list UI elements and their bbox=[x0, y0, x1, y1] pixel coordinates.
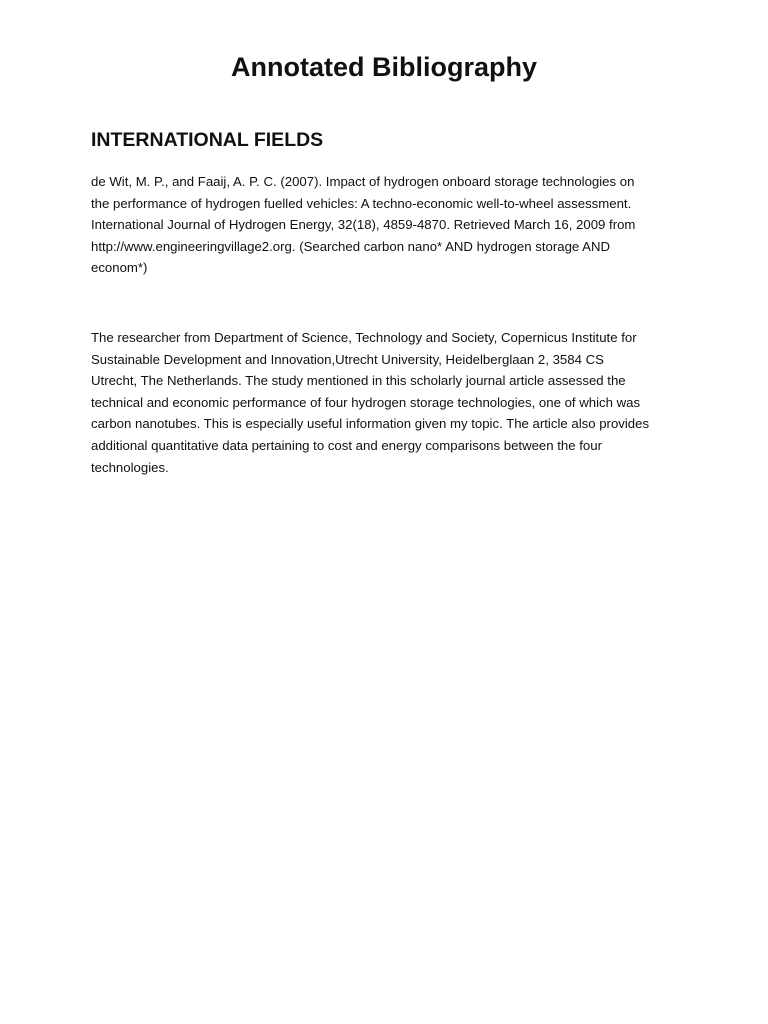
citation-line: International Journal of Hydrogen Energy, 32(18), 4859-4870. Retrieved March 16, 2009 from bbox=[91, 217, 636, 233]
section-heading: INTERNATIONAL FIELDS bbox=[91, 129, 324, 151]
annotation-line: Utrecht, The Netherlands. The study mentioned in this scholarly journal article assessed the bbox=[91, 373, 626, 389]
annotation-line: The researcher from Department of Science, Technology and Society, Copernicus Institute for bbox=[91, 330, 637, 345]
citation-line: http://www.engineeringvillage2.org. (Searched carbon nano* AND hydrogen storage AND bbox=[91, 238, 611, 254]
annotation-line: Sustainable Development and Innovation,Utrecht University, Heidelberglaan 2, 3584 CS bbox=[91, 351, 604, 367]
annotation-line: technologies. bbox=[91, 459, 169, 475]
annotation-line: technical and economic performance of four hydrogen storage technologies, one of which was bbox=[91, 394, 641, 410]
annotation-paragraph bbox=[91, 327, 691, 478]
annotation-line: additional quantitative data pertaining to cost and energy comparisons between the four bbox=[91, 437, 602, 453]
citation-line: the performance of hydrogen fuelled vehicles: A techno-economic well-to-wheel assessment. bbox=[91, 195, 632, 211]
citation-line: econom*) bbox=[91, 260, 148, 276]
document-title: Annotated Bibliography bbox=[231, 52, 537, 82]
citation-line: de Wit, M. P., and Faaij, A. P. C. (2007). Impact of hydrogen onboard storage technologies on bbox=[91, 174, 635, 189]
citation-paragraph bbox=[91, 171, 691, 279]
annotation-line: carbon nanotubes. This is especially useful information given my topic. The article also provides bbox=[91, 416, 650, 432]
